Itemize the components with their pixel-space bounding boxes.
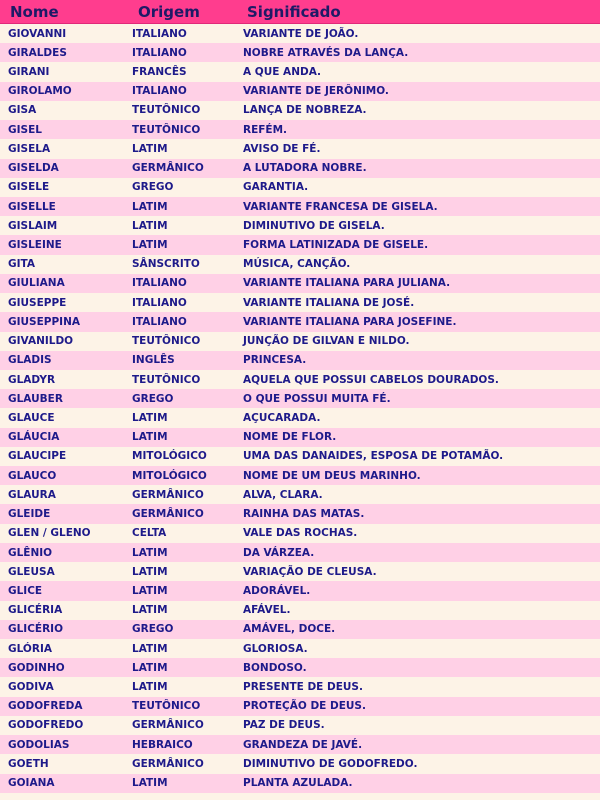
meaning-cell: NOBRE ATRAVÉS DA LANÇA. (243, 46, 409, 59)
origin-cell: MITOLÓGICO (132, 450, 207, 463)
meaning-cell: PRESENTE DE DEUS. (243, 681, 363, 694)
name-cell: GLAUCE (8, 411, 55, 424)
meaning-cell: PLANTA AZULADA. (243, 777, 353, 790)
meaning-cell: AQUELA QUE POSSUI CABELOS DOURADOS. (243, 373, 499, 386)
header-meaning: Significado (247, 2, 341, 21)
meaning-cell: AVISO DE FÉ. (243, 142, 321, 155)
name-cell: GIOVANNI (8, 27, 67, 40)
meaning-cell: MÚSICA, CANÇÃO. (243, 258, 351, 271)
meaning-cell: BONDOSO. (243, 661, 307, 674)
meaning-cell: REFÉM. (243, 123, 288, 136)
origin-cell: TEUTÔNICO (132, 700, 201, 713)
origin-cell: CELTA (132, 527, 167, 540)
table-row (0, 235, 600, 254)
meaning-cell: A LUTADORA NOBRE. (243, 162, 367, 175)
meaning-cell: GARANTIA. (243, 181, 309, 194)
table-row (0, 581, 600, 600)
meaning-cell: VALE DAS ROCHAS. (243, 527, 358, 540)
name-cell: GLÓRIA (8, 642, 52, 655)
header-origin: Origem (138, 2, 200, 21)
name-cell: GISELA (8, 142, 51, 155)
name-cell: GISELLE (8, 200, 56, 213)
table-row (0, 620, 600, 639)
table-row (0, 447, 600, 466)
origin-cell: LATIM (132, 200, 168, 213)
header-name: Nome (10, 2, 59, 21)
name-cell: GLAUCO (8, 469, 57, 482)
name-cell: GISLEINE (8, 239, 62, 252)
name-cell: GISA (8, 104, 37, 117)
table-row (0, 639, 600, 658)
origin-cell: ITALIANO (132, 85, 187, 98)
meaning-cell: NOME DE FLOR. (243, 431, 337, 444)
name-cell: GIVANILDO (8, 335, 74, 348)
name-cell: GISEL (8, 123, 42, 136)
name-cell: GODOFREDO (8, 719, 84, 732)
table-row (0, 408, 600, 427)
meaning-cell: DA VÁRZEA. (243, 546, 315, 559)
name-cell: GIRANI (8, 66, 50, 79)
name-cell: GLICÉRIO (8, 623, 64, 636)
table-row (0, 697, 600, 716)
table-row (0, 255, 600, 274)
origin-cell: GERMÂNICO (132, 719, 204, 732)
name-cell: GLÁUCIA (8, 431, 60, 444)
origin-cell: LATIM (132, 604, 168, 617)
meaning-cell: A QUE ANDA. (243, 66, 322, 79)
origin-cell: ITALIANO (132, 46, 187, 59)
table-row (0, 562, 600, 581)
table-row (0, 601, 600, 620)
table-row (0, 274, 600, 293)
origin-cell: FRANCÊS (132, 66, 187, 79)
meaning-cell: DIMINUTIVO DE GISELA. (243, 219, 385, 232)
name-cell: GODIVA (8, 681, 54, 694)
table-row (0, 754, 600, 773)
origin-cell: ITALIANO (132, 27, 187, 40)
meaning-cell: PRINCESA. (243, 354, 307, 367)
name-cell: GLADYR (8, 373, 56, 386)
name-cell: GLEIDE (8, 508, 51, 521)
name-cell: GITA (8, 258, 35, 271)
meaning-cell: GRANDEZA DE JAVÉ. (243, 738, 363, 751)
name-cell: GLÊNIO (8, 546, 53, 559)
table-row (0, 178, 600, 197)
table-row (0, 735, 600, 754)
name-cell: GODOLIAS (8, 738, 70, 751)
table-row (0, 543, 600, 562)
origin-cell: SÂNSCRITO (132, 258, 200, 271)
table-row (0, 524, 600, 543)
meaning-cell: AFÁVEL. (243, 604, 291, 617)
origin-cell: LATIM (132, 546, 168, 559)
table-row (0, 120, 600, 139)
table-row (0, 485, 600, 504)
origin-cell: GERMÂNICO (132, 162, 204, 175)
meaning-cell: GLORIOSA. (243, 642, 308, 655)
meaning-cell: ADORÁVEL. (243, 584, 311, 597)
name-cell: GISELE (8, 181, 50, 194)
origin-cell: LATIM (132, 411, 168, 424)
table-row (0, 677, 600, 696)
meaning-cell: VARIANTE ITALIANA PARA JULIANA. (243, 277, 451, 290)
meaning-cell: DIMINUTIVO DE GODOFREDO. (243, 757, 418, 770)
origin-cell: LATIM (132, 681, 168, 694)
origin-cell: GERMÂNICO (132, 508, 204, 521)
table-row (0, 216, 600, 235)
table-row (0, 139, 600, 158)
origin-cell: GREGO (132, 623, 174, 636)
meaning-cell: PAZ DE DEUS. (243, 719, 325, 732)
origin-cell: TEUTÔNICO (132, 335, 201, 348)
origin-cell: LATIM (132, 661, 168, 674)
table-row (0, 24, 600, 43)
meaning-cell: NOME DE UM DEUS MARINHO. (243, 469, 421, 482)
meaning-cell: VARIANTE DE JERÔNIMO. (243, 85, 389, 98)
origin-cell: HEBRAICO (132, 738, 193, 751)
origin-cell: TEUTÔNICO (132, 104, 201, 117)
meaning-cell: AMÁVEL, DOCE. (243, 623, 336, 636)
origin-cell: LATIM (132, 584, 168, 597)
origin-cell: LATIM (132, 777, 168, 790)
origin-cell: ITALIANO (132, 296, 187, 309)
table-row (0, 293, 600, 312)
meaning-cell: AÇUCARADA. (243, 411, 321, 424)
origin-cell: LATIM (132, 431, 168, 444)
meaning-cell: VARIANTE ITALIANA PARA JOSEFINE. (243, 315, 457, 328)
name-cell: GIUSEPPINA (8, 315, 80, 328)
name-cell: GIUSEPPE (8, 296, 67, 309)
name-cell: GLADIS (8, 354, 52, 367)
meaning-cell: VARIAÇÃO DE CLEUSA. (243, 565, 377, 578)
origin-cell: GREGO (132, 181, 174, 194)
table-row (0, 332, 600, 351)
table-row (0, 62, 600, 81)
meaning-cell: VARIANTE DE JOÃO. (243, 27, 359, 40)
meaning-cell: FORMA LATINIZADA DE GISELE. (243, 239, 429, 252)
origin-cell: GREGO (132, 392, 174, 405)
name-cell: GLICE (8, 584, 43, 597)
meaning-cell: O QUE POSSUI MUITA FÉ. (243, 392, 391, 405)
name-cell: GISLAIM (8, 219, 58, 232)
name-cell: GOETH (8, 757, 49, 770)
table-row (0, 82, 600, 101)
name-cell: GODOFREDA (8, 700, 83, 713)
name-cell: GLEN / GLENO (8, 527, 91, 540)
meaning-cell: ALVA, CLARA. (243, 488, 323, 501)
name-cell: GOIANA (8, 777, 55, 790)
table-body (0, 24, 600, 793)
meaning-cell: LANÇA DE NOBREZA. (243, 104, 367, 117)
origin-cell: GERMÂNICO (132, 757, 204, 770)
table-row (0, 428, 600, 447)
meaning-cell: PROTEÇÃO DE DEUS. (243, 700, 366, 713)
table-row (0, 101, 600, 120)
table-row (0, 389, 600, 408)
origin-cell: LATIM (132, 642, 168, 655)
origin-cell: ITALIANO (132, 277, 187, 290)
name-cell: GIROLAMO (8, 85, 72, 98)
name-cell: GODINHO (8, 661, 65, 674)
table-row (0, 370, 600, 389)
origin-cell: LATIM (132, 219, 168, 232)
origin-cell: GERMÂNICO (132, 488, 204, 501)
origin-cell: LATIM (132, 142, 168, 155)
name-cell: GISELDA (8, 162, 59, 175)
meaning-cell: VARIANTE ITALIANA DE JOSÉ. (243, 296, 415, 309)
origin-cell: TEUTÔNICO (132, 123, 201, 136)
table-row (0, 43, 600, 62)
table-row (0, 159, 600, 178)
table-row (0, 351, 600, 370)
table-header (0, 0, 600, 24)
meaning-cell: JUNÇÃO DE GILVAN E NILDO. (243, 335, 410, 348)
origin-cell: ITALIANO (132, 315, 187, 328)
name-cell: GIRALDES (8, 46, 67, 59)
table-row (0, 716, 600, 735)
origin-cell: LATIM (132, 239, 168, 252)
name-cell: GLAUBER (8, 392, 63, 405)
table-row (0, 197, 600, 216)
table-row (0, 466, 600, 485)
name-cell: GIULIANA (8, 277, 65, 290)
meaning-cell: RAINHA DAS MATAS. (243, 508, 365, 521)
origin-cell: LATIM (132, 565, 168, 578)
meaning-cell: UMA DAS DANAIDES, ESPOSA DE POTAMÃO. (243, 450, 504, 463)
name-cell: GLAUCIPE (8, 450, 67, 463)
origin-cell: TEUTÔNICO (132, 373, 201, 386)
table-row (0, 774, 600, 793)
origin-cell: MITOLÓGICO (132, 469, 207, 482)
table-row (0, 504, 600, 523)
origin-cell: INGLÊS (132, 354, 175, 367)
name-cell: GLAURA (8, 488, 56, 501)
name-cell: GLEUSA (8, 565, 55, 578)
table-row (0, 658, 600, 677)
meaning-cell: VARIANTE FRANCESA DE GISELA. (243, 200, 438, 213)
name-cell: GLICÉRIA (8, 604, 63, 617)
table-row (0, 312, 600, 331)
